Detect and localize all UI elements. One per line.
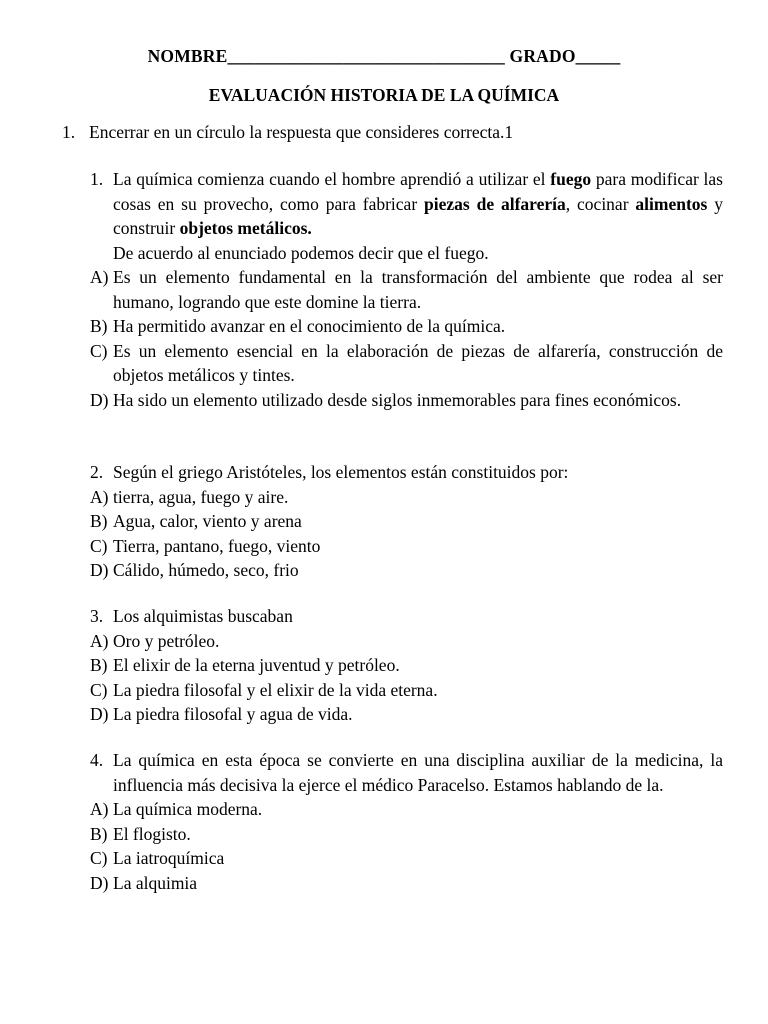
stem-text: para modificar las cosas en su provecho, como para fabricar — [113, 169, 723, 214]
option-letter: D) — [90, 389, 109, 410]
option-text: Ha permitido avanzar en el conocimiento de la química. — [113, 316, 506, 336]
option-b[interactable] — [90, 822, 723, 847]
question-3-number: 3. — [90, 606, 104, 626]
option-letter: A) — [90, 799, 109, 819]
option-letter: B) — [90, 511, 108, 531]
instruction-number: 1. — [62, 122, 76, 142]
stem-bold-text: objetos metálicos. — [179, 218, 312, 238]
option-letter: D) — [90, 560, 109, 580]
option-c[interactable] — [90, 846, 723, 871]
option-text: La piedra filosofal y agua de vida. — [113, 704, 353, 724]
option-text: Ha sido un elemento utilizado desde siglos inmemorables para fines económicos. — [113, 389, 682, 410]
option-c[interactable] — [90, 534, 723, 559]
question-2 — [90, 460, 723, 583]
option-letter: D) — [90, 872, 109, 893]
question-4-number: 4. — [90, 750, 104, 770]
option-text: El elixir de la eterna juventud y petróleo. — [113, 655, 400, 675]
option-d[interactable] — [90, 388, 723, 413]
question-1-prompt: De acuerdo al enunciado podemos decir que el fuego. — [113, 242, 489, 263]
option-letter: D) — [90, 704, 109, 724]
question-2-stem — [90, 460, 723, 485]
option-text: Agua, calor, viento y arena — [113, 511, 302, 531]
question-1-number: 1. — [90, 169, 104, 189]
option-a[interactable] — [90, 265, 723, 314]
option-letter: A) — [90, 267, 109, 287]
option-a[interactable] — [90, 485, 723, 510]
option-text: Oro y petróleo. — [113, 630, 220, 651]
option-text: Es un elemento fundamental en la transformación del ambiente que rodea al ser humano, logrando que este domine la tierra. — [113, 267, 723, 312]
option-d[interactable] — [90, 871, 723, 896]
option-letter: A) — [90, 630, 109, 651]
option-letter: C) — [90, 848, 108, 868]
stem-bold-text: piezas de alfarería — [424, 193, 566, 214]
option-letter: C) — [90, 679, 108, 700]
instruction-text: Encerrar en un círculo la respuesta que consideres correcta.1 — [89, 122, 514, 142]
stem-text: y construir — [113, 193, 724, 238]
stem-bold-text: fuego — [550, 169, 592, 189]
option-letter: A) — [90, 486, 109, 507]
option-a[interactable] — [90, 797, 723, 822]
option-text: tierra, agua, fuego y aire. — [113, 486, 289, 507]
option-c[interactable] — [90, 339, 723, 388]
option-letter: B) — [90, 316, 108, 336]
question-1 — [90, 167, 723, 412]
option-text: La piedra filosofal y el elixir de la vida eterna. — [113, 679, 438, 700]
option-b[interactable] — [90, 314, 723, 339]
question-1-stem — [90, 167, 723, 241]
option-b[interactable] — [90, 509, 723, 534]
stem-text: Los alquimistas buscaban — [113, 606, 293, 626]
option-text: El flogisto. — [113, 823, 191, 844]
question-3-stem — [90, 604, 723, 629]
option-d[interactable] — [90, 558, 723, 583]
question-2-number: 2. — [90, 462, 104, 482]
page-title: EVALUACIÓN HISTORIA DE LA QUÍMICA — [208, 85, 560, 105]
option-text: Es un elemento esencial en la elaboración de piezas de alfarería, construcción de objetos metálicos y tintes. — [113, 340, 723, 385]
stem-text: La química en esta época se convierte en una disciplina auxiliar de la medicina, la influencia más decisiva la ejerce el médico Paracelso. Estamos hablando de la. — [113, 750, 723, 795]
name-grade-line: NOMBRE_______________________________ GRADO_____ — [147, 46, 621, 66]
stem-text: , cocinar — [565, 193, 636, 214]
question-3 — [90, 604, 723, 727]
option-d[interactable] — [90, 702, 723, 727]
stem-text: Según el griego Aristóteles, los elementos están constituidos por: — [113, 462, 569, 482]
option-c[interactable] — [90, 678, 723, 703]
question-4-stem — [90, 748, 723, 797]
instruction — [62, 122, 742, 143]
question-4 — [90, 748, 723, 895]
option-letter: C) — [90, 535, 108, 556]
option-text: La iatroquímica — [113, 848, 225, 868]
option-a[interactable] — [90, 629, 723, 654]
option-b[interactable] — [90, 653, 723, 678]
option-letter: B) — [90, 823, 108, 844]
option-letter: C) — [90, 340, 108, 361]
stem-bold-text: alimentos — [635, 193, 708, 214]
option-text: La química moderna. — [113, 799, 263, 819]
option-text: La alquimia — [113, 872, 198, 893]
option-text: Tierra, pantano, fuego, viento — [113, 535, 321, 556]
stem-text: La química comienza cuando el hombre aprendió a utilizar el — [113, 169, 551, 189]
option-letter: B) — [90, 655, 108, 675]
option-text: Cálido, húmedo, seco, frio — [113, 560, 299, 580]
